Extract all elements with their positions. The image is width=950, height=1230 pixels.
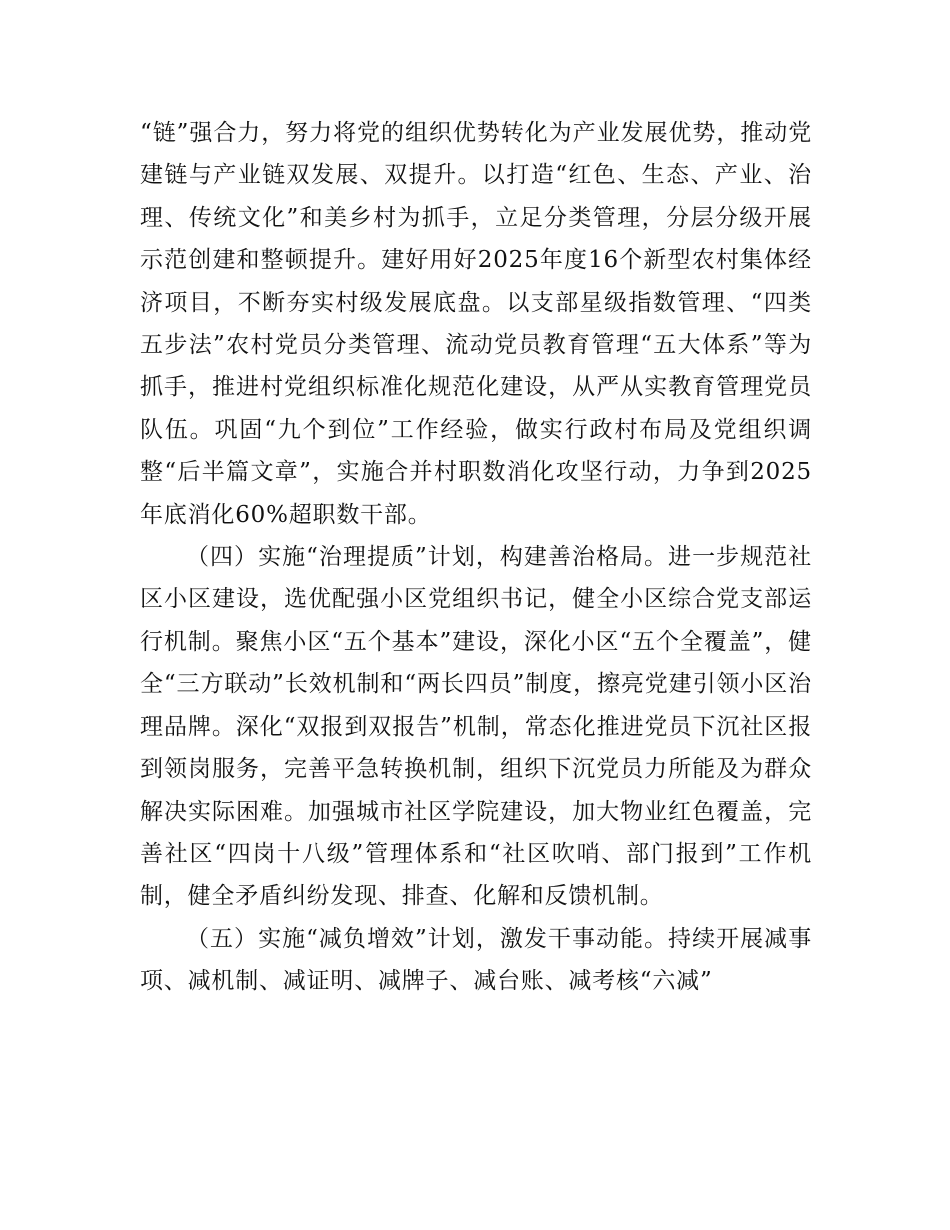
paragraph-continuation: “链”强合力，努力将党的组织优势转化为产业发展优势，推动党建链与产业链双发展、双提升。以打造“红色、生态、产业、治理、传统文化”和美乡村为抓手，立足分类管理，分层分级开展示范创建和整顿提升。建好用好2025年度16个新型农村集体经济项目，不断夯实村级发展底盘。以支部星级指数管理、“四类五步法”农村党员分类管理、流动党员教育管理“五大体系”等为抓手，推进村党组织标准化规范化建设，从严从实教育管理党员队伍。巩固“九个到位”工作经验，做实行政村布局及党组织调整“后半篇文章”，实施合并村职数消化攻坚行动，力争到2025年底消化60%超职数干部。 xyxy=(140,120,812,528)
paragraph-section-four: （四）实施“治理提质”计划，构建善治格局。进一步规范社区小区建设，选优配强小区党组织书记，健全小区综合党支部运行机制。聚焦小区“五个基本”建设，深化小区“五个全覆盖”，健全“三方联动”长效机制和“两长四员”制度，擦亮党建引领小区治理品牌。深化“双报到双报告”机制，常态化推进党员下沉社区报到领岗服务，完善平急转换机制，组织下沉党员力所能及为群众解决实际困难。加强城市社区学院建设，加大物业红色覆盖，完善社区“四岗十八级”管理体系和“社区吹哨、部门报到”工作机制，健全矛盾纠纷发现、排查、化解和反馈机制。 xyxy=(140,544,812,910)
paragraph-section-five: （五）实施“减负增效”计划，激发干事动能。持续开展减事项、减机制、减证明、减牌子、减台账、减考核“六减” xyxy=(140,925,812,995)
document-body xyxy=(140,112,812,1003)
